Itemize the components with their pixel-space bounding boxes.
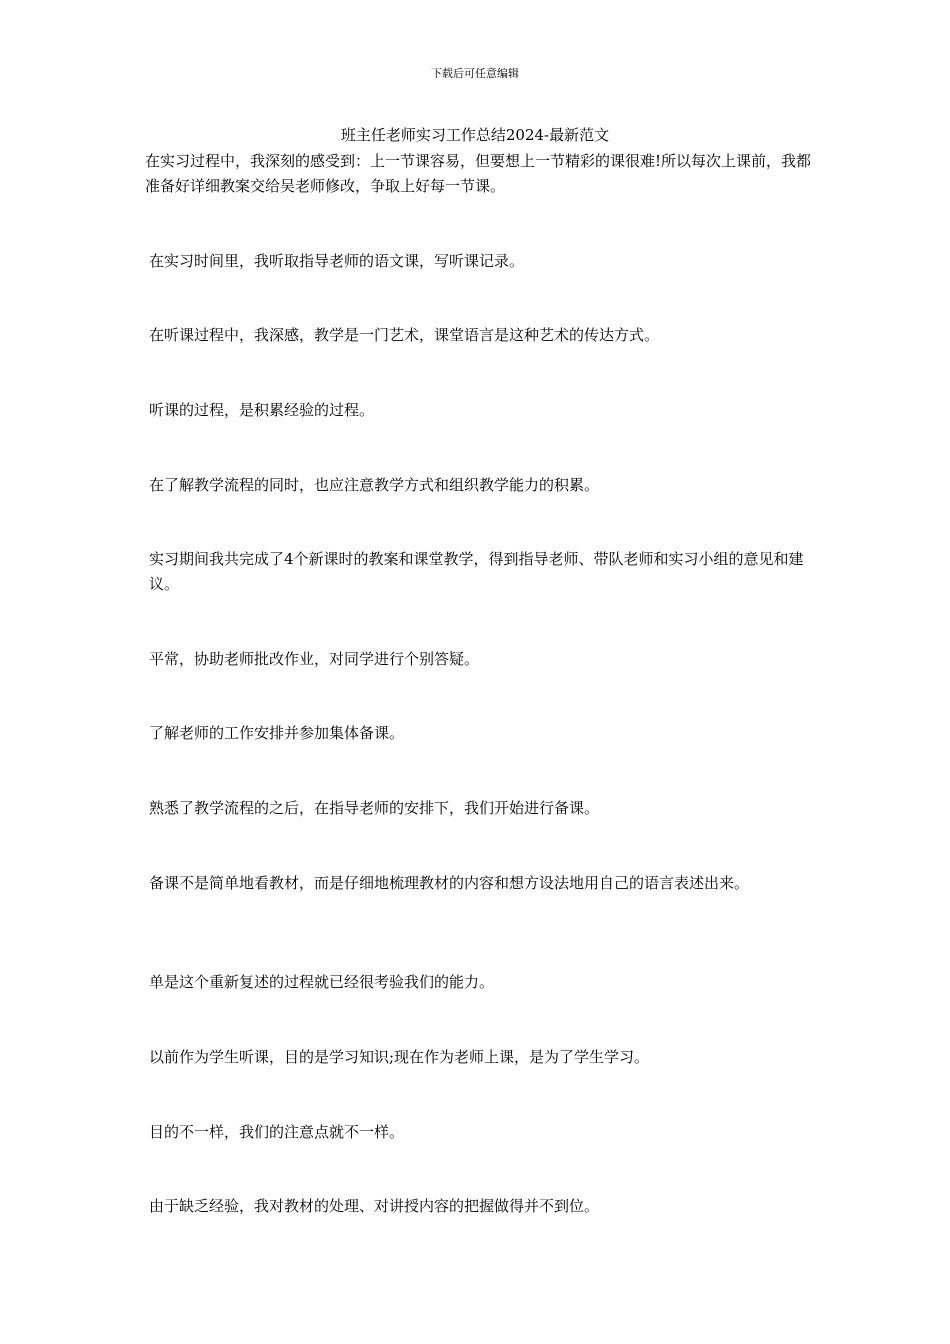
paragraph-2: 在实习时间里，我听取指导老师的语文课，写听课记录。	[149, 252, 525, 270]
paragraph-7: 平常，协助老师批改作业，对同学进行个别答疑。	[149, 650, 480, 668]
paragraph-9: 熟悉了教学流程的之后，在指导老师的安排下，我们开始进行备课。	[149, 799, 600, 817]
paragraph-4: 听课的过程，是积累经验的过程。	[149, 401, 375, 419]
paragraph-14: 由于缺乏经验，我对教材的处理、对讲授内容的把握做得并不到位。	[149, 1197, 600, 1215]
paragraph-8: 了解老师的工作安排并参加集体备课。	[149, 724, 405, 742]
paragraph-1: 在实习过程中，我深刻的感受到：上一节课容易，但要想上一节精彩的课很难!所以每次上课前，我都准备好详细教案交给吴老师修改，争取上好每一节课。	[145, 152, 812, 195]
paragraph-10: 备课不是简单地看教材，而是仔细地梳理教材的内容和想方设法地用自己的语言表述出来。	[149, 874, 750, 892]
paragraph-13: 目的不一样，我们的注意点就不一样。	[149, 1123, 405, 1141]
paragraph-12: 以前作为学生听课，目的是学习知识;现在作为老师上课，是为了学生学习。	[149, 1048, 650, 1066]
document-title: 班主任老师实习工作总结2024-最新范文	[340, 126, 610, 144]
paragraph-11: 单是这个重新复述的过程就已经很考验我们的能力。	[149, 973, 495, 991]
download-note: 下载后可任意编辑	[431, 67, 519, 80]
paragraph-6: 实习期间我共完成了4个新课时的教案和课堂教学，得到指导老师、带队老师和实习小组的意见和建议。	[149, 550, 804, 593]
paragraph-3: 在听课过程中，我深感，教学是一门艺术，课堂语言是这种艺术的传达方式。	[149, 326, 660, 344]
paragraph-5: 在了解教学流程的同时，也应注意教学方式和组织教学能力的积累。	[149, 476, 600, 494]
